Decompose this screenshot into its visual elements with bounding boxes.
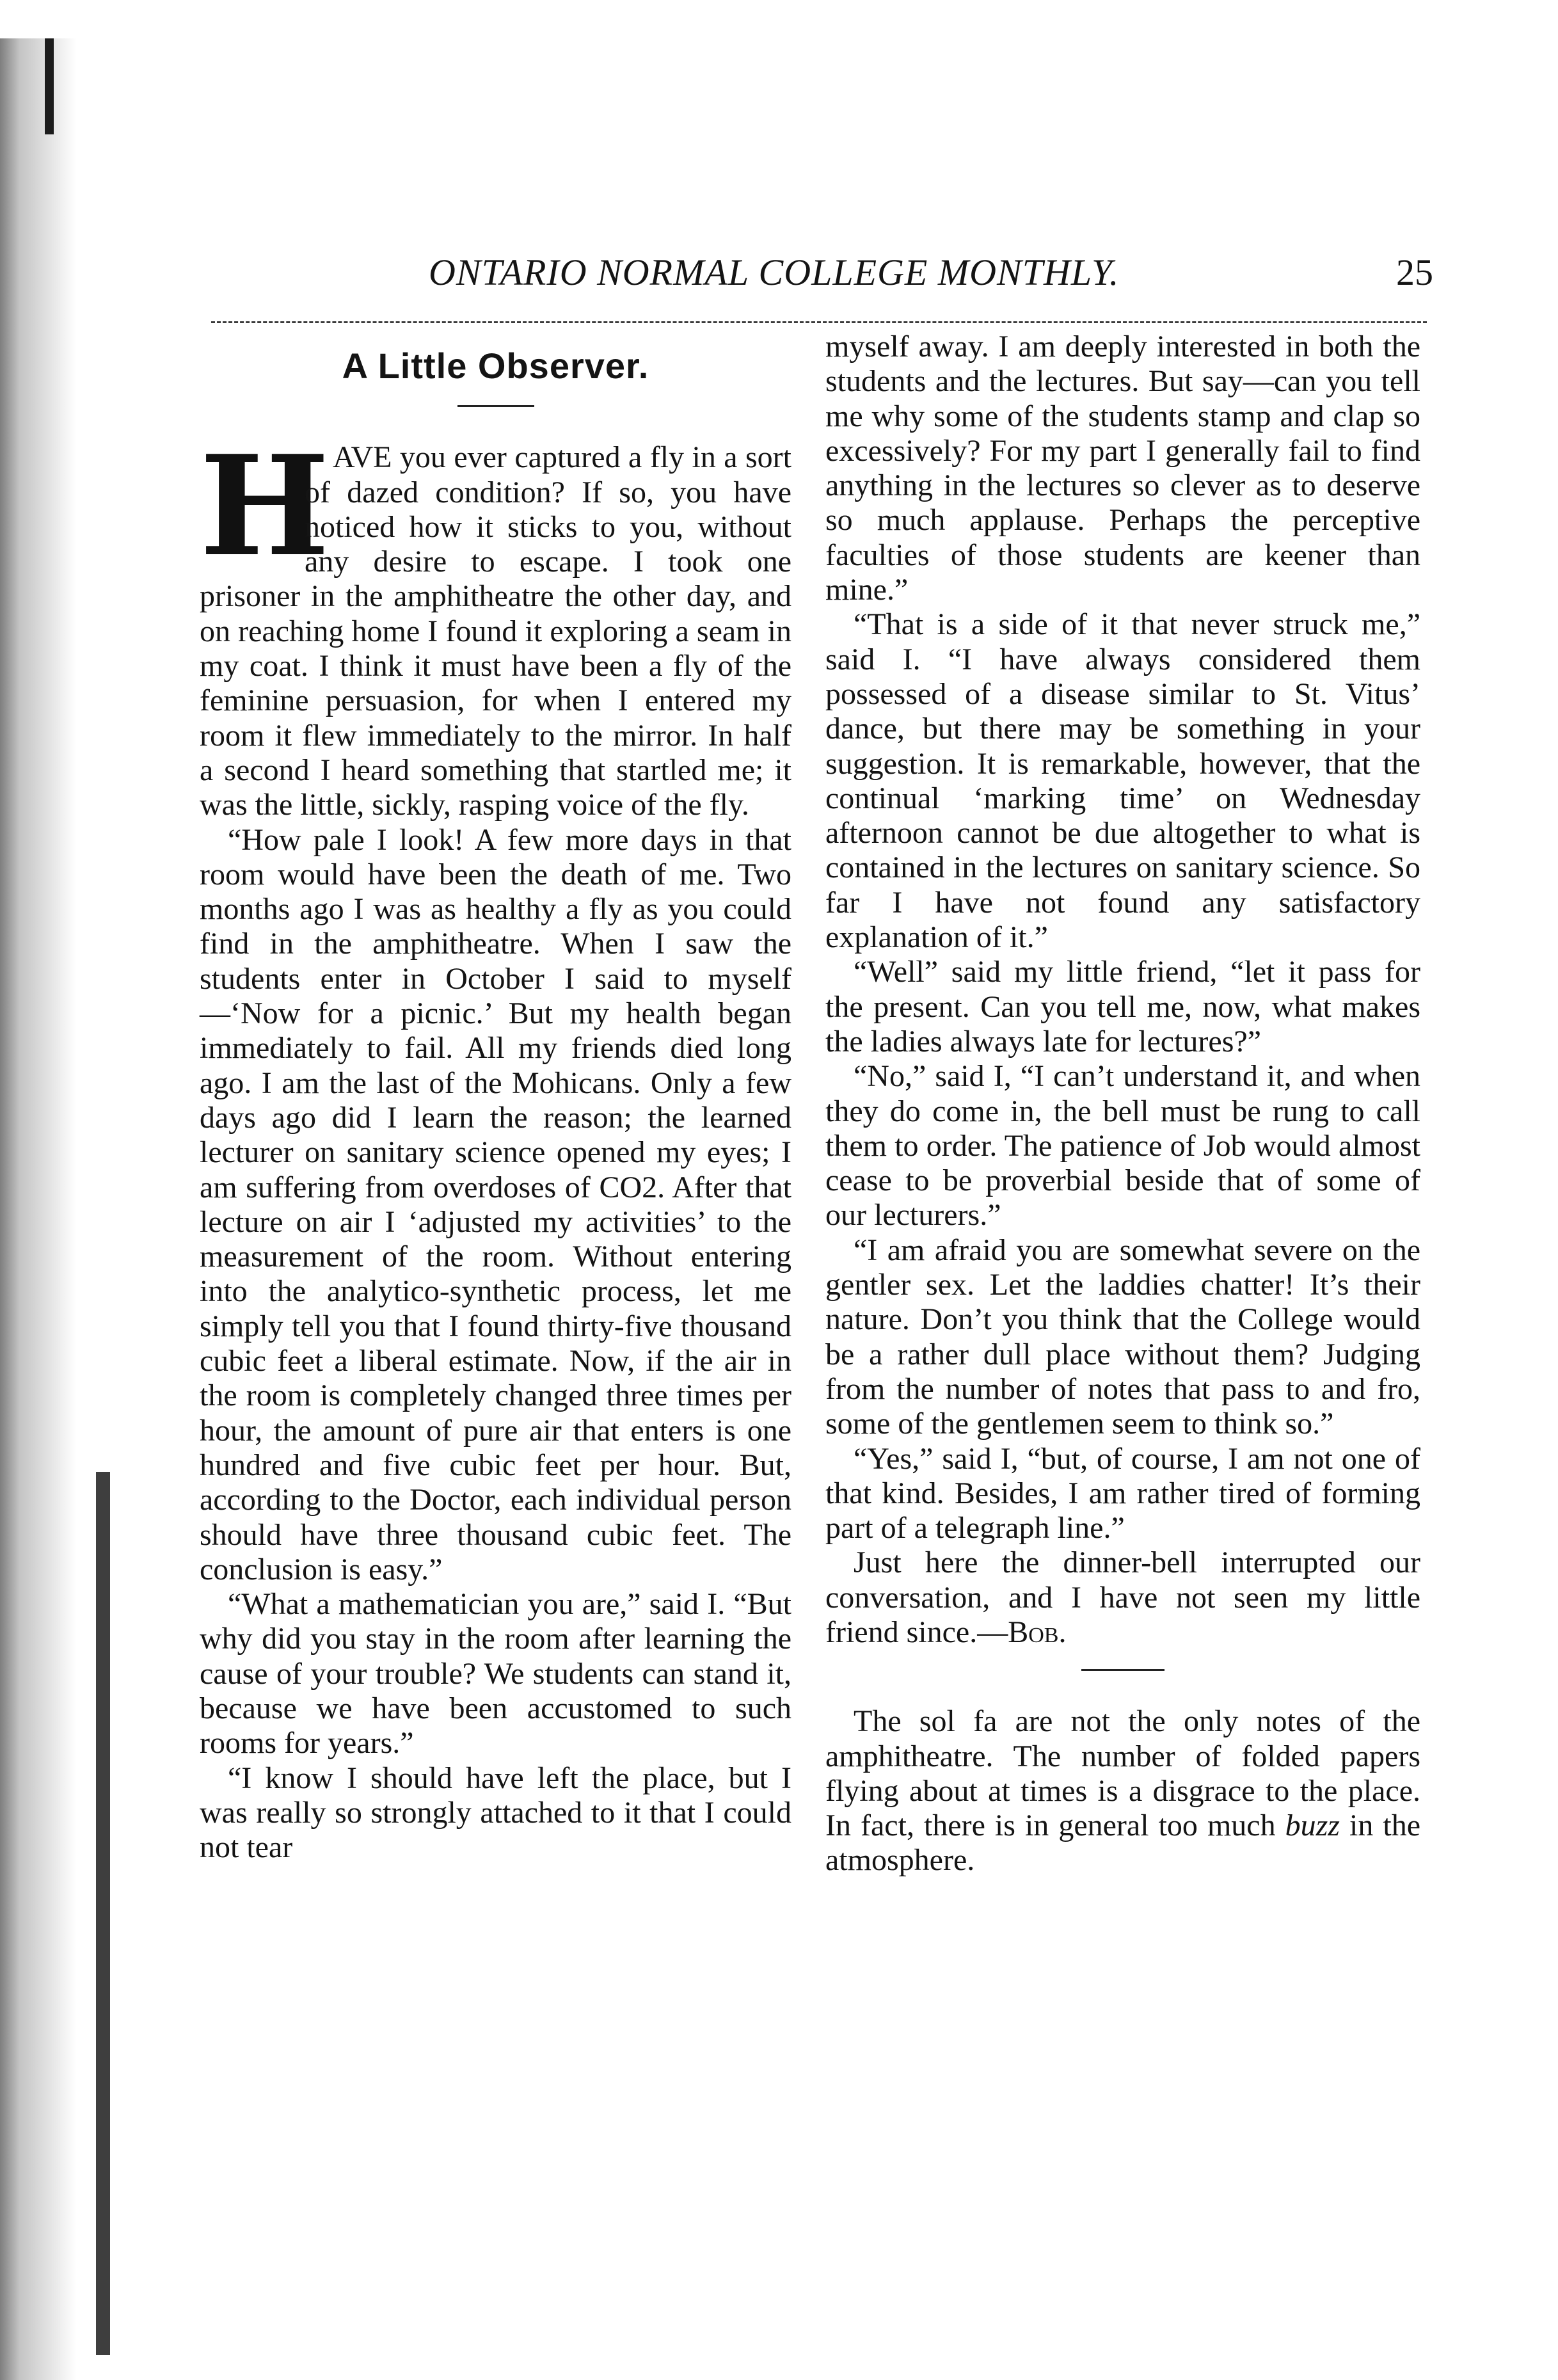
article-paragraph: “What a mathematician you are,” said I. “But why did you stay in the room after learning the cause of your trouble? We students can stand it, because we have been accustomed to such rooms for years.” [200,1587,791,1761]
article-paragraph: “I am afraid you are somewhat severe on the gentler sex. Let the laddies chatter! It’s their nature. Don’t you think that the College would be a rather dull place without them? Judging from the number of notes that pass to and fro, some of the gentlemen seem to think so.” [825,1233,1420,1441]
running-head: ONTARIO NORMAL COLLEGE MONTHLY. [429,252,1120,293]
binding-mark [96,1472,110,2355]
note-italic-word: buzz [1285,1809,1340,1843]
article-paragraph: myself away. I am deeply interested in both the students and the lectures. But say—can you tell me why some of the students stamp and clap so excessively? For my part I generally fail to find anything in the lectures so clever as to deserve so much applause. Perhaps the perceptive faculties of those students are keener than mine.” [825,330,1420,607]
article-paragraph: “I know I should have left the place, but I was really so strongly attached to it that I could not tear [200,1761,791,1865]
author-signature: Bob. [1008,1615,1067,1649]
closing-paragraph [825,1545,1420,1650]
article-paragraph: “Yes,” said I, “but, of course, I am not one of that kind. Besides, I am rather tired of forming part of a telegraph line.” [825,1441,1420,1545]
article-paragraph: “How pale I look! A few more days in that room would have been the death of me. Two months ago I was as healthy a fly as you could find in the amphitheatre. When I saw the students enter in October I said to myself—‘Now for a picnic.’ But my health began immediately to fail. All my friends died long ago. I am the last of the Mohicans. Only a few days ago did I learn the reason; the learned lecturer on sanitary science opened my eyes; I am suffering from overdoses of CO2. After that lecture on air I ‘adjusted my activities’ to the measurement of the room. Without entering into the analytico-synthetic process, let me simply tell you that I found thirty-five thousand cubic feet a liberal estimate. Now, if the air in the room is completely changed three times per hour, the amount of pure air that enters is one hundred and five cubic feet per hour. But, according to the Doctor, each individual person should have three thousand cubic feet. The conclusion is easy.” [200,822,791,1586]
opening-paragraph-block [200,425,791,822]
binding-shadow [0,38,109,2380]
section-rule [1081,1669,1165,1671]
header-rule [211,321,1427,323]
left-column [200,330,791,1865]
page-number: 25 [1396,252,1433,293]
note-text-end: in the atmosphere. [825,1809,1420,1878]
article-paragraph: “No,” said I, “I can’t understand it, and when they do come in, the bell must be rung to call them to order. The patience of Job would almost cease to be proverbial beside that of some of our lecturers.” [825,1059,1420,1233]
article-paragraph: AVE you ever captured a fly in a sort of dazed condition? If so, you have noticed how it sticks to you, without any desire to escape. I took one prisoner in the amphitheatre the other day, and on reaching home I found it exploring a seam in my coat. I think it must have been a fly of the feminine persuasion, for when I entered my room it flew immediately to the mirror. In half a second I heard something that startled me; it was the little, sickly, rasping voice of the fly. [200,440,791,822]
article-paragraph: “That is a side of it that never struck me,” said I. “I have always considered them possessed of a disease similar to St. Vitus’ dance, but there may be something in your suggestion. It is remarkable, however, that the continual ‘marking time’ on Wednesday afternoon cannot be due altogether to what is contained in the lectures on sanitary science. So far I have not found any satisfactory explanation of it.” [825,607,1420,955]
note-text: The sol fa are not the only notes of the amphitheatre. The number of folded papers flying about at times is a disgrace to the place. In fact, there is in general too much [825,1704,1420,1843]
article-title: A Little Observer. [342,346,649,386]
title-rule [457,405,534,407]
page-header [198,251,1433,302]
note-paragraph [825,1704,1420,1878]
right-column [825,330,1420,1878]
drop-cap: H [200,425,330,587]
binding-mark [45,38,54,134]
article-paragraph: “Well” said my little friend, “let it pass for the present. Can you tell me, now, what makes the ladies always late for lectures?” [825,955,1420,1058]
closing-text: Just here the dinner-bell interrupted our conversation, and I have not seen my little friend since.— [825,1545,1420,1649]
